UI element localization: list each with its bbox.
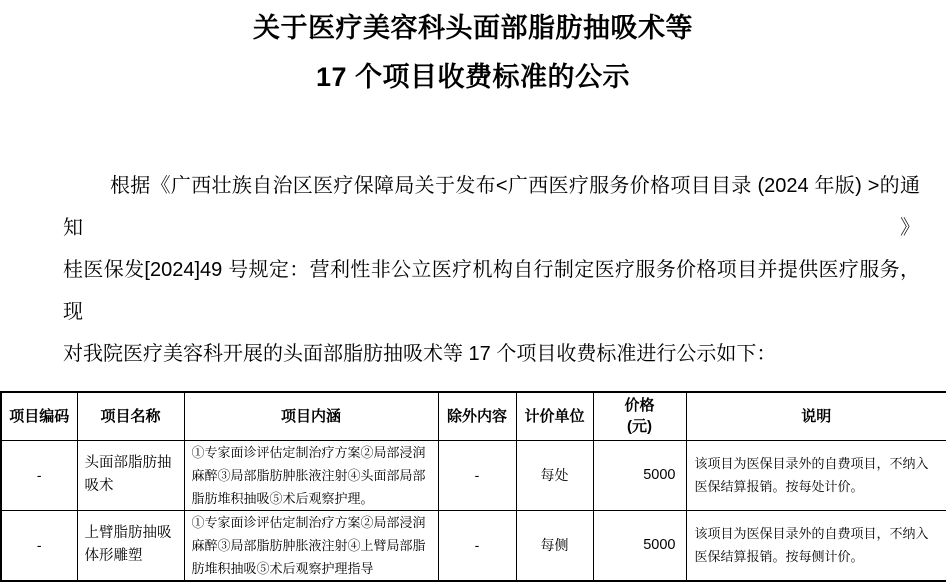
column-header-label: 项目名称 [100,407,161,425]
column-header-label: 计价单位 [524,407,585,425]
intro-paragraph [63,165,920,375]
column-header-label: 项目内涵 [280,407,341,425]
column-header-project-code [1,392,77,440]
intro-line: 桂医保发[2024]49 号规定：营利性非公立医疗机构自行制定医疗服务价格项目并提供医疗服务，现 [63,259,920,323]
note-cell: 该项目为医保目录外的自费项目，不纳入医保结算报销。按每处计价。 [686,440,946,510]
pricing-unit-cell: 每侧 [516,510,593,581]
project-code-cell: - [1,440,77,510]
exclusion-cell: - [438,510,516,581]
project-content-cell: ①专家面诊评估定制治疗方案②局部浸润麻醉③局部脂肪肿胀液注射④上臂局部脂肪堆积抽吸⑤术后观察护理指导 [184,510,438,581]
project-code-cell: - [1,510,77,581]
project-name-cell: 上臂脂肪抽吸体形雕塑 [77,510,184,581]
column-header-label: 项目编码 [9,407,70,425]
price-header-line2: (元) [627,418,652,436]
column-header-notes [686,392,946,440]
note-cell: 该项目为医保目录外的自费项目，不纳入医保结算报销。按每侧计价。 [686,510,946,581]
price-cell: 5000 [593,440,686,510]
price-header-line1: 价格 [624,397,655,415]
table-row [1,440,946,510]
document-page [0,10,946,582]
column-header-label: 除外内容 [446,407,507,425]
pricing-unit-cell: 每处 [516,440,593,510]
notice-title-line1: 关于医疗美容科头面部脂肪抽吸术等 [253,13,693,43]
column-header-exclusions [438,392,516,440]
intro-line: 对我院医疗美容科开展的头面部脂肪抽吸术等 17 个项目收费标准进行公示如下： [63,343,777,365]
exclusion-cell: - [438,440,516,510]
project-content-cell: ①专家面诊评估定制治疗方案②局部浸润麻醉③局部脂肪肿胀液注射④头面部局部脂肪堆积抽吸⑤术后观察护理。 [184,440,438,510]
project-name-cell: 头面部脂肪抽吸术 [77,440,184,510]
fee-table [0,391,946,582]
table-row [1,510,946,581]
notice-title-line2: 17 个项目收费标准的公示 [315,62,631,92]
intro-line: 根据《广西壮族自治区医疗保障局关于发布<广西医疗服务价格项目目录 (2024 年版) >的通知》 [63,175,920,239]
column-header-project-content [184,392,438,440]
column-header-label: 说明 [801,407,832,425]
table-header-row [1,392,946,440]
price-cell: 5000 [593,510,686,581]
column-header-price [593,392,686,440]
column-header-pricing-unit [516,392,593,440]
column-header-project-name [77,392,184,440]
